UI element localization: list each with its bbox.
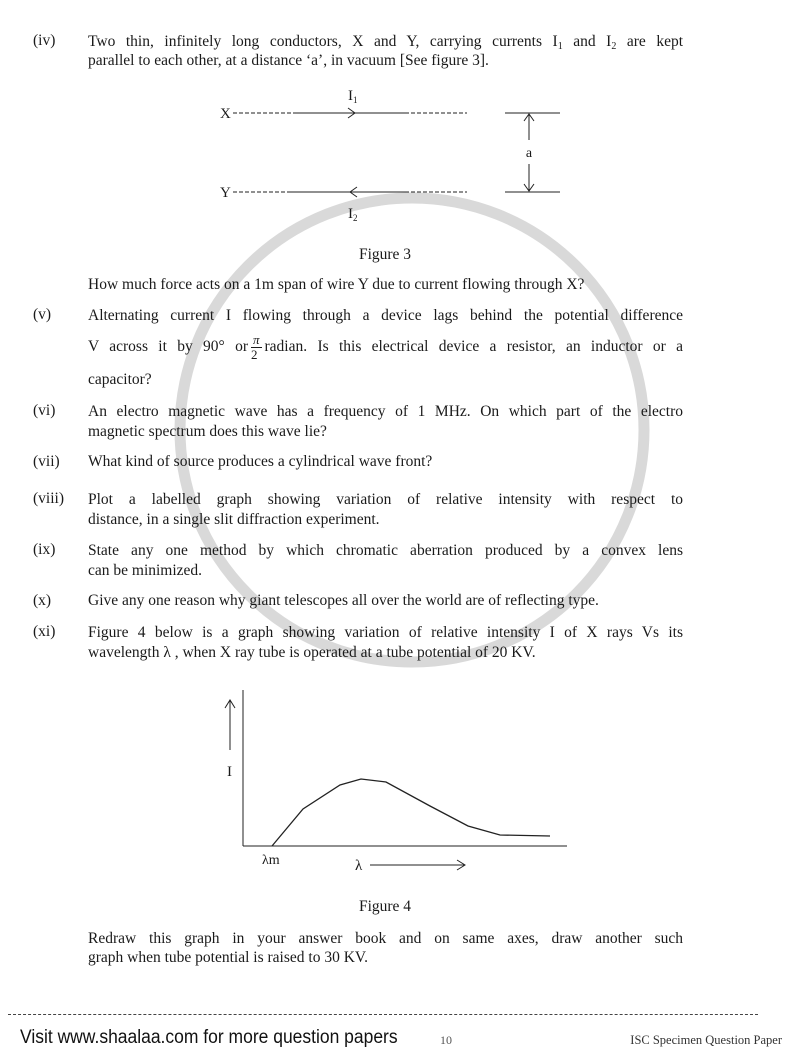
- figure-4-graph: [0, 680, 800, 880]
- question-text: can be minimized.: [88, 562, 203, 579]
- question-number: (vi): [33, 402, 56, 419]
- question-text: V across it by 90° or $\frac{\pi}{2}$ radian. Is this electrical device a resistor, an inductor or a: [88, 331, 684, 362]
- question-number: (iv): [33, 32, 56, 49]
- question-number: (xi): [33, 623, 56, 640]
- footer-visit-link[interactable]: Visit www.shaalaa.com for more question papers: [20, 1027, 398, 1048]
- footer-series-label: ISC Specimen Question Paper: [630, 1033, 782, 1047]
- question-text: parallel to each other, at a distance ‘a’, in vacuum [See figure 3].: [88, 52, 489, 69]
- figure-3: [0, 0, 800, 240]
- current-2-label: $I_2$: [348, 206, 358, 223]
- pi-over-2-fraction: $\frac{\pi}{2}$: [251, 331, 260, 362]
- question-number: (vii): [33, 453, 60, 470]
- question-text: Give any one reason why giant telescopes all over the world are of reflecting type.: [88, 592, 599, 609]
- question-text: An electro magnetic wave has a frequency of 1 MHz. On which part of the electro: [88, 403, 683, 420]
- figure-4-caption: Figure 4: [358, 898, 412, 915]
- question-number: (ix): [33, 541, 56, 558]
- question-text: Plot a labelled graph showing variation of relative intensity with respect to: [88, 491, 683, 508]
- conductor-y-label: Y: [220, 185, 231, 201]
- y-axis-label: I: [227, 764, 232, 780]
- intensity-curve: [272, 779, 550, 846]
- question-text: graph when tube potential is raised to 30 KV.: [88, 949, 368, 966]
- question-text: Two thin, infinitely long conductors, X and Y, carrying currents $I_1$ and $I_2$ are kept: [88, 33, 684, 52]
- question-text: Figure 4 below is a graph showing variation of relative intensity I of X rays Vs its: [88, 624, 683, 641]
- question-text: Redraw this graph in your answer book and on same axes, draw another such: [88, 930, 683, 947]
- distance-label: a: [525, 146, 533, 161]
- question-text: wavelength λ , when X ray tube is operated at a tube potential of 20 KV.: [88, 644, 536, 661]
- question-text: Alternating current I flowing through a device lags behind the potential difference: [88, 307, 683, 324]
- question-text: distance, in a single slit diffraction experiment.: [88, 511, 380, 528]
- footer-divider: [8, 1014, 758, 1015]
- question-text: How much force acts on a 1m span of wire Y due to current flowing through X?: [88, 276, 585, 293]
- question-text: magnetic spectrum does this wave lie?: [88, 423, 327, 440]
- x-axis-label: λ: [355, 858, 363, 874]
- conductor-x-label: X: [220, 106, 231, 122]
- page-number: 10: [440, 1033, 452, 1047]
- lambda-min-label: λm: [262, 853, 280, 868]
- question-text: capacitor?: [88, 371, 152, 388]
- question-number: (viii): [33, 490, 64, 507]
- figure-3-caption: Figure 3: [358, 246, 412, 263]
- current-1-label: $I_1$: [348, 88, 358, 105]
- question-text: State any one method by which chromatic aberration produced by a convex lens: [88, 542, 683, 559]
- question-text: What kind of source produces a cylindrical wave front?: [88, 453, 433, 470]
- question-number: (v): [33, 306, 52, 323]
- question-number: (x): [33, 592, 52, 609]
